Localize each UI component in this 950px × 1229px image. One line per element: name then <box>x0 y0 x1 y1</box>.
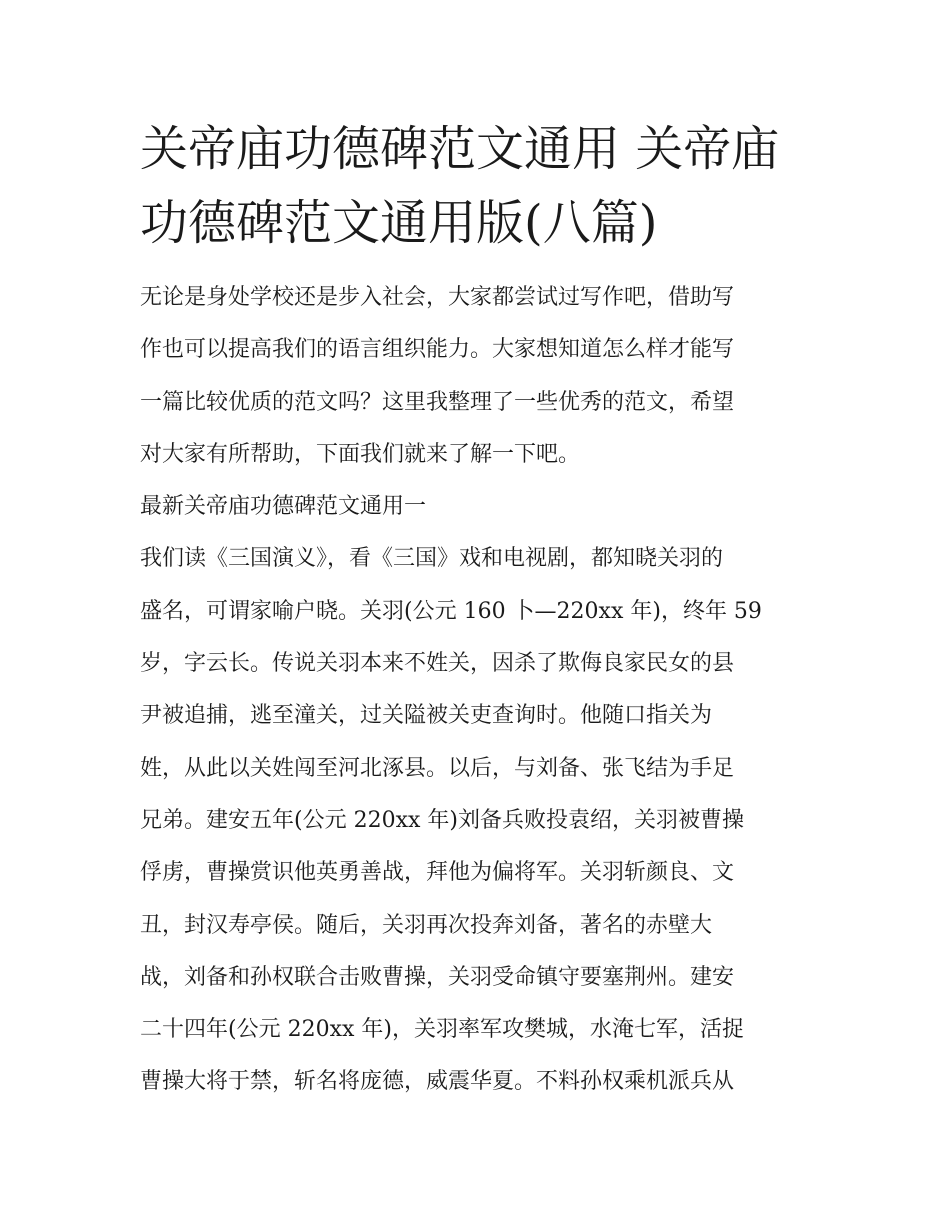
title-line-1: 关帝庙功德碑范文通用 关帝庙 <box>140 121 780 177</box>
body-line-13: 丑，封汉寿亭侯。随后，关羽再次投奔刘备，著名的赤壁大 <box>140 912 713 938</box>
body-line-10: 姓，从此以关姓闯至河北涿县。以后，与刘备、张飞结为手足 <box>140 755 735 781</box>
body-line-11: 兄弟。建安五年(公元 220xx 年)刘备兵败投袁绍，关羽被曹操 <box>140 807 744 833</box>
body-line-8: 岁，字云长。传说关羽本来不姓关，因杀了欺侮良家民女的县 <box>140 651 735 677</box>
body-line-15: 二十四年(公元 220xx 年)，关羽率军攻樊城，水淹七军，活捉 <box>140 1017 744 1043</box>
body-line-1: 无论是身处学校还是步入社会，大家都尝试过写作吧，借助写 <box>140 285 735 310</box>
body-line-9: 尹被追捕，逃至潼关，过关隘被关吏查询时。他随口指关为 <box>140 703 713 729</box>
body-line-6: 我们读《三国演义》，看《三国》戏和电视剧，都知晓关羽的 <box>140 546 724 572</box>
body-line-7: 盛名，可谓家喻户晓。关羽(公元 160 卜—220xx 年)，终年 59 <box>140 598 762 624</box>
body-line-3: 一篇比较优质的范文吗？这里我整理了一些优秀的范文，希望 <box>140 389 735 415</box>
body-line-2: 作也可以提高我们的语言组织能力。大家想知道怎么样才能写 <box>140 337 735 363</box>
title-line-2: 功德碑范文通用版(八篇) <box>140 195 658 251</box>
body-line-12: 俘虏，曹操赏识他英勇善战，拜他为偏将军。关羽斩颜良、文 <box>140 860 735 886</box>
document-body <box>140 272 820 1109</box>
document-title <box>140 112 820 260</box>
section-heading: 最新关帝庙功德碑范文通用一 <box>140 494 427 520</box>
body-line-14: 战，刘备和孙权联合击败曹操，关羽受命镇守要塞荆州。建安 <box>140 964 735 990</box>
body-line-4: 对大家有所帮助，下面我们就来了解一下吧。 <box>140 441 581 467</box>
body-line-16: 曹操大将于禁，斩名将庞德，威震华夏。不料孙权乘机派兵从 <box>140 1069 735 1095</box>
